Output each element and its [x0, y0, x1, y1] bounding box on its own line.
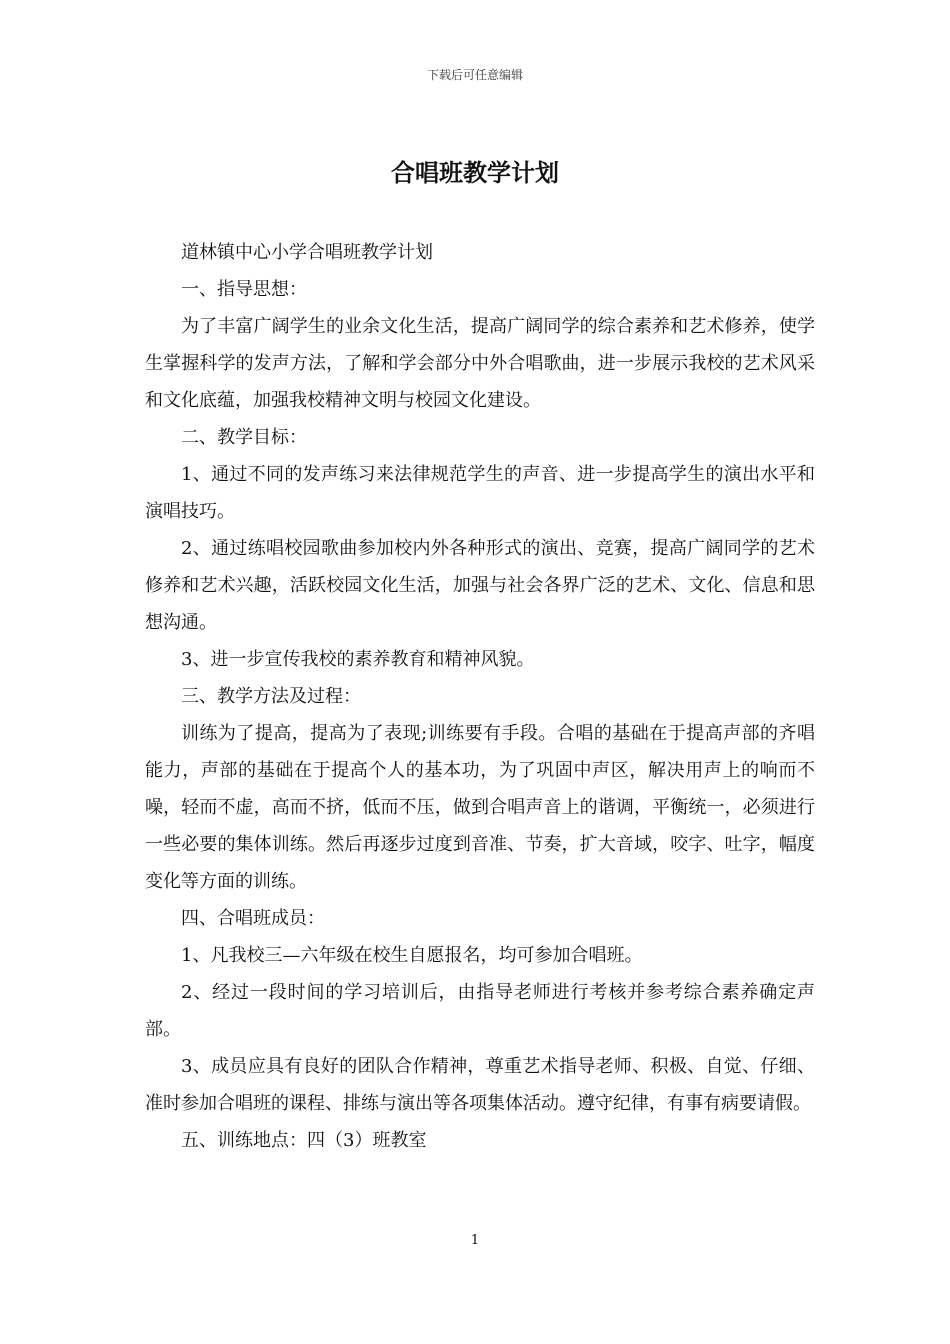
document-body [145, 234, 815, 1159]
section-heading-members: 四、合唱班成员： [181, 908, 325, 929]
paragraph-member-2: 2、经过一段时间的学习培训后，由指导老师进行考核并参考综合素养确定声部。 [145, 982, 815, 1040]
paragraph-goal-1: 1、通过不同的发声练习来法律规范学生的声音、进一步提高学生的演出水平和演唱技巧。 [145, 464, 815, 522]
section-heading-training-location: 五、训练地点：四（3）班教室 [181, 1130, 427, 1151]
document-title: 合唱班教学计划 [391, 159, 559, 187]
paragraph-guiding-idea: 为了丰富广阔学生的业余文化生活，提高广阔同学的综合素养和艺术修养，使学生掌握科学的发声方法，了解和学会部分中外合唱歌曲，进一步展示我校的艺术风采和文化底蕴，加强我校精神文明与校园文化建设。 [145, 316, 815, 411]
paragraph-goal-2: 2、通过练唱校园歌曲参加校内外各种形式的演出、竞赛，提高广阔同学的艺术修养和艺术兴趣，活跃校园文化生活，加强与社会各界广泛的艺术、文化、信息和思想沟通。 [145, 538, 815, 633]
paragraph-member-1: 1、凡我校三—六年级在校生自愿报名，均可参加合唱班。 [181, 945, 643, 966]
paragraph-member-3: 3、成员应具有良好的团队合作精神，尊重艺术指导老师、积极、自觉、仔细、准时参加合唱班的课程、排练与演出等各项集体活动。遵守纪律，有事有病要请假。 [145, 1056, 815, 1114]
page-number: 1 [470, 1233, 480, 1248]
paragraph-teaching-method: 训练为了提高，提高为了表现;训练要有手段。合唱的基础在于提高声部的齐唱能力，声部的基础在于提高个人的基本功，为了巩固中声区，解决用声上的响而不噪，轻而不虚，高而不挤，低而不压，做到合唱声音上的谐调，平衡统一，必须进行一些必要的集体训练。然后再逐步过度到音准、节奏，扩大音域，咬字、吐字，幅度变化等方面的训练。 [145, 723, 815, 892]
paragraph-school-plan-name: 道林镇中心小学合唱班教学计划 [181, 242, 433, 263]
section-heading-guiding-idea: 一、指导思想： [181, 279, 307, 300]
paragraph-goal-3: 3、进一步宣传我校的素养教育和精神风貌。 [181, 649, 535, 670]
section-heading-teaching-goals: 二、教学目标： [181, 427, 307, 448]
header-note: 下载后可任意编辑 [426, 68, 523, 82]
section-heading-teaching-method: 三、教学方法及过程： [181, 686, 361, 707]
